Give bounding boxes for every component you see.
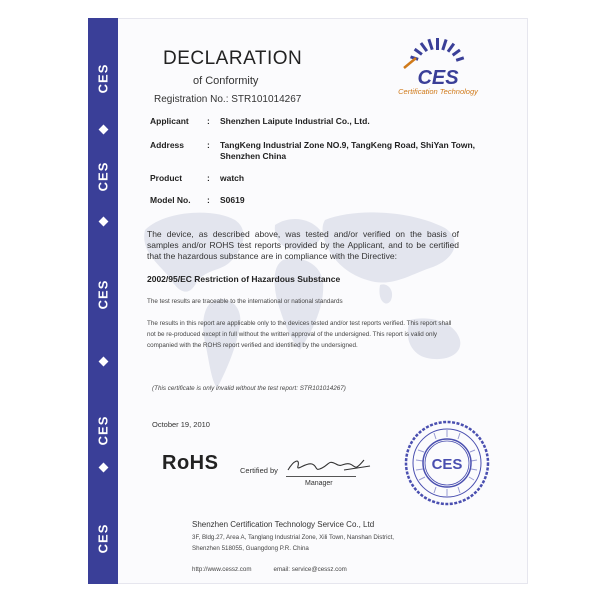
- band-text: CES: [95, 161, 111, 191]
- footer-contact: [192, 566, 347, 573]
- info-colon: :: [207, 140, 210, 150]
- footer-address-line1: 3F, Bldg.27, Area A, Tanglang Industrial Zone, Xili Town, Nanshan District,: [192, 534, 395, 541]
- info-value: Shenzhen Laipute Industrial Co., Ltd.: [220, 116, 370, 126]
- info-label: Model No.: [150, 195, 191, 205]
- registration-number: [154, 94, 301, 105]
- band-diamond: [88, 122, 118, 136]
- info-value: watch: [220, 173, 245, 183]
- logo-tagline: Certification Technology: [398, 87, 478, 96]
- signer-role: Manager: [305, 480, 333, 487]
- band-label: [88, 518, 118, 558]
- info-colon: :: [207, 195, 210, 205]
- band-text: CES: [95, 279, 111, 309]
- rohs-mark: RoHS: [162, 452, 219, 474]
- band-text: CES: [95, 63, 111, 93]
- info-label: Address: [150, 140, 185, 150]
- info-colon: :: [207, 116, 210, 126]
- band-label: [88, 410, 118, 450]
- side-band: [88, 18, 118, 584]
- page-title: DECLARATION: [163, 48, 303, 69]
- band-label: [88, 58, 118, 98]
- footer-email: email: service@cessz.com: [273, 566, 347, 573]
- band-diamond: [88, 460, 118, 474]
- info-value: S0619: [220, 195, 245, 205]
- results-paragraph: The results in this report are applicable only to the devices tested and/or test reports verified. This report shall not be re-produced except in full without the written approval of the undersigned. This report is valid only companied with the ROHS report verified and identified by the undersigned.: [147, 320, 452, 349]
- certified-by-label: Certified by: [240, 466, 278, 475]
- seal-text: CES: [431, 456, 463, 473]
- page-subtitle: of Conformity: [193, 75, 259, 87]
- validity-note: (This certificate is only invalid without the test report: STR101014267): [152, 385, 346, 392]
- ces-seal: [404, 420, 490, 506]
- signature: [284, 452, 374, 478]
- directive-title: 2002/95/EC Restriction of Hazardous Substance: [147, 274, 341, 284]
- signature-line: [286, 476, 356, 477]
- logo-text: CES: [417, 67, 459, 89]
- intro-paragraph: The device, as described above, was tested and/or verified on the basis of samples and/or ROHS test reports provided by the Applicant, and to be certified that the hazardous substance are in compliance with the Directive:: [147, 229, 459, 261]
- footer-address-line2: Shenzhen 518055, Guangdong P.R. China: [192, 545, 309, 552]
- traceable-statement: The test results are traceable to the international or national standards: [147, 298, 343, 305]
- info-label: Product: [150, 173, 183, 183]
- registration-label: Registration No.:: [154, 94, 229, 105]
- registration-value: STR101014267: [231, 94, 302, 105]
- band-text: CES: [95, 523, 111, 553]
- band-diamond: [88, 354, 118, 368]
- info-value: TangKeng Industrial Zone NO.9, TangKeng Road, ShiYan Town, Shenzhen China: [220, 140, 476, 161]
- footer-website: http://www.cessz.com: [192, 566, 252, 573]
- info-label: Applicant: [150, 116, 189, 126]
- issue-date: October 19, 2010: [152, 420, 210, 429]
- footer-company: Shenzhen Certification Technology Service Co., Ltd: [192, 520, 375, 529]
- band-diamond: [88, 214, 118, 228]
- band-label: [88, 274, 118, 314]
- band-label: [88, 156, 118, 196]
- info-colon: :: [207, 173, 210, 183]
- band-text: CES: [95, 415, 111, 445]
